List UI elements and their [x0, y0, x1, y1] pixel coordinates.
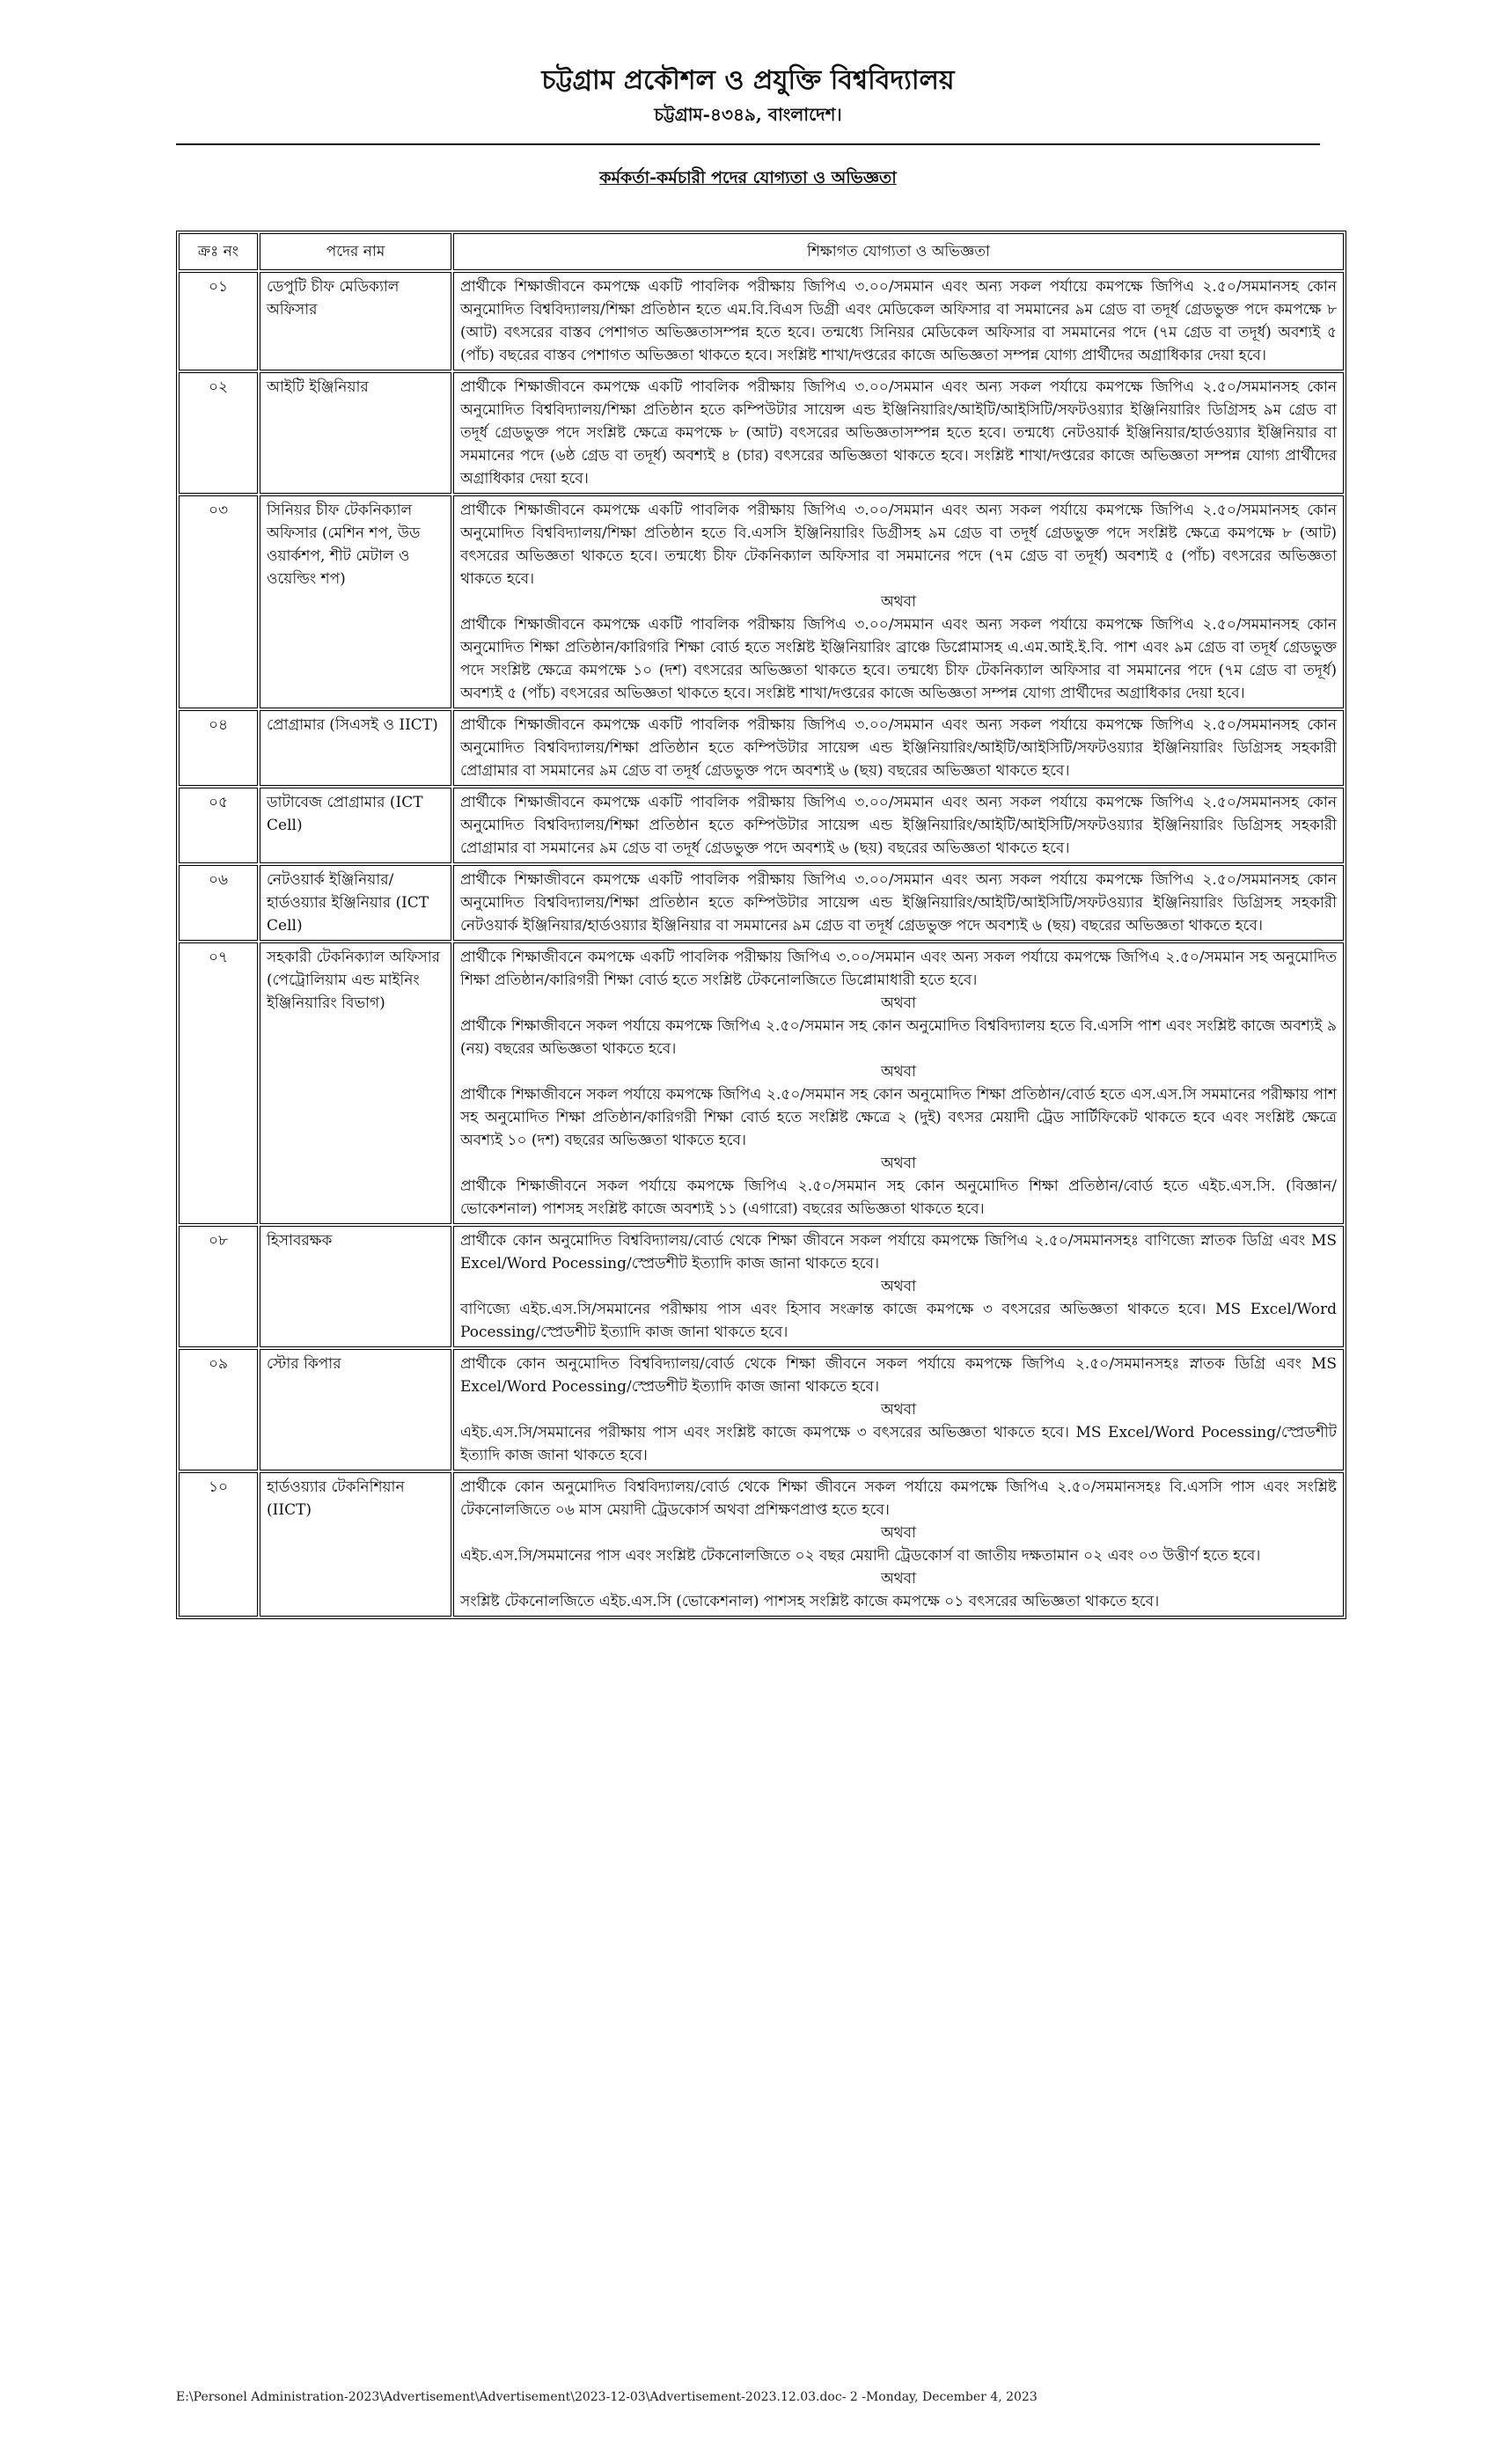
or-separator: অথবা — [880, 1278, 917, 1295]
serial-cell: ০৩ — [179, 495, 258, 708]
table-row — [179, 1226, 1344, 1347]
table-row — [179, 1472, 1344, 1617]
or-separator: অথবা — [880, 1063, 917, 1081]
post-name-cell: ডেপুটি চীফ মেডিক্যাল অফিসার — [260, 272, 451, 370]
requirement-text: এইচ.এস.সি/সমমানের পরীক্ষায় পাস এবং সংশ্লিষ্ট কাজে কমপক্ষে ৩ বৎসরের অভিজ্ঞতা থাকতে হবে। MS Excel/Word Pocessing/স্প্রেডশীট ইত্যাদি কাজ জানা থাকতে হবে। — [460, 1424, 1337, 1464]
header-divider — [176, 143, 1320, 145]
page-header — [176, 62, 1320, 128]
university-name: চট্টগ্রাম প্রকৌশল ও প্রযুক্তি বিশ্ববিদ্যালয় — [541, 65, 955, 96]
table-row — [179, 272, 1344, 370]
requirement-text: প্রার্থীকে শিক্ষাজীবনে সকল পর্যায়ে কমপক্ষে জিপিএ ২.৫০/সমমান সহ কোন অনুমোদিত শিক্ষা প্রতিষ্ঠান/বোর্ড হতে এস.এস.সি সমমানের পরীক্ষায় পাশ সহ অনুমোদিত শিক্ষা প্রতিষ্ঠান/কারিগরী শিক্ষা বোর্ড হতে সংশ্লিষ্ট ক্ষেত্রে ২ (দুই) বৎসর মেয়াদী ট্রেড সার্টিফিকেট থাকতে হবে এবং সংশ্লিষ্ট ক্ষেত্রে অবশ্যই ১০ (দশ) বছরের অভিজ্ঞতা থাকতে হবে। — [460, 1086, 1337, 1149]
table-row — [179, 865, 1344, 941]
post-name-cell: আইটি ইঞ্জিনিয়ার — [260, 372, 451, 494]
requirement-text: প্রার্থীকে শিক্ষাজীবনে কমপক্ষে একটি পাবলিক পরীক্ষায় জিপিএ ৩.০০/সমমান এবং অন্য সকল পর্যায়ে কমপক্ষে জিপিএ ২.৫০/সমমানসহ কোন অনুমোদিত বিশ্ববিদ্যালয়/শিক্ষা প্রতিষ্ঠান হতে এম.বি.বিএস ডিগ্রী এবং মেডিকেল অফিসার বা সমমানের ৯ম গ্রেড বা তদূর্ধ গ্রেডভুক্ত পদে কমপক্ষে ৮ (আট) বৎসরের বাস্তব পেশাগত অভিজ্ঞতাসম্পন্ন হতে হবে। তন্মধ্যে সিনিয়র মেডিকেল অফিসার বা সমমানের পদে (৭ম গ্রেড বা তদূর্ধ) অবশ্যই ৫ (পাঁচ) বছরের বাস্তব পেশাগত অভিজ্ঞতা থাকতে হবে। সংশ্লিষ্ট শাখা/দপ্তরের কাজে অভিজ্ঞতা সম্পন্ন যোগ্য প্রার্থীদের অগ্রাধিকার দেয়া হবে। — [460, 278, 1337, 364]
requirement-text: সংশ্লিষ্ট টেকনোলজিতে এইচ.এস.সি (ভোকেশনাল) পাশসহ সংশ্লিষ্ট কাজে কমপক্ষে ০১ বৎসরের অভিজ্ঞতা থাকতে হবে। — [460, 1593, 1160, 1610]
requirement-text: প্রার্থীকে কোন অনুমোদিত বিশ্ববিদ্যালয়/বোর্ড থেকে শিক্ষা জীবনে সকল পর্যায়ে কমপক্ষে জিপিএ ২.৫০/সমমানসহঃ বাণিজ্যে স্নাতক ডিগ্রি এবং MS Excel/Word Pocessing/স্প্রেডশীট ইত্যাদি কাজ জানা থাকতে হবে। — [460, 1232, 1337, 1272]
serial-cell: ১০ — [179, 1472, 258, 1617]
document-title — [176, 165, 1320, 194]
serial-cell: ০৮ — [179, 1226, 258, 1347]
requirement-text: প্রার্থীকে শিক্ষাজীবনে কমপক্ষে একটি পাবলিক পরীক্ষায় জিপিএ ৩.০০/সমমান এবং অন্য সকল পর্যায়ে কমপক্ষে জিপিএ ২.৫০/সমমানসহ কোন অনুমোদিত বিশ্ববিদ্যালয়/শিক্ষা প্রতিষ্ঠান হতে বি.এসসি ইঞ্জিনিয়ারিং ডিগ্রীসহ ৯ম গ্রেড বা তদূর্ধ গ্রেডভুক্ত পদে সংশ্লিষ্ট ক্ষেত্রে কমপক্ষে ৮ (আট) বৎসরের অভিজ্ঞতা থাকতে হবে। তন্মধ্যে চীফ টেকনিক্যাল অফিসার বা সমমানের পদে (৭ম গ্রেড বা তদূর্ধ) অবশ্যই ৫ (পাঁচ) বৎসরের অভিজ্ঞতা থাকতে হবে। — [460, 502, 1337, 588]
qualification-cell — [453, 1472, 1344, 1617]
qualification-cell — [453, 865, 1344, 941]
post-name-cell: প্রোগ্রামার (সিএসই ও IICT) — [260, 710, 451, 786]
post-name-cell: স্টোর কিপার — [260, 1349, 451, 1470]
requirement-text: প্রার্থীকে শিক্ষাজীবনে কমপক্ষে একটি পাবলিক পরীক্ষায় জিপিএ ৩.০০/সমমান এবং অন্য সকল পর্যায়ে কমপক্ষে জিপিএ ২.৫০/সমমান সহ অনুমোদিত শিক্ষা প্রতিষ্ঠান/কারিগরী শিক্ষা বোর্ড হতে সংশ্লিষ্ট টেকনোলজিতে ডিপ্লোমাধারী হতে হবে। — [460, 949, 1337, 989]
qualification-cell — [453, 710, 1344, 786]
table-row — [179, 942, 1344, 1224]
header-serial: ক্রঃ নং — [179, 233, 258, 270]
requirement-text: প্রার্থীকে শিক্ষাজীবনে কমপক্ষে একটি পাবলিক পরীক্ষায় জিপিএ ৩.০০/সমমান এবং অন্য সকল পর্যায়ে কমপক্ষে জিপিএ ২.৫০/সমমানসহ কোন অনুমোদিত শিক্ষা প্রতিষ্ঠান/কারিগরি শিক্ষা বোর্ড হতে সংশ্লিষ্ট ইঞ্জিনিয়ারিং ব্রাঞ্চে ডিপ্লোমাসহ এ.এম.আই.ই.বি. পাশ এবং ৯ম গ্রেড বা তদূর্ধ গ্রেডভুক্ত পদে সংশ্লিষ্ট ক্ষেত্রে কমপক্ষে ১০ (দশ) বৎসরের অভিজ্ঞতা থাকতে হবে। তন্মধ্যে চীফ টেকনিক্যাল অফিসার বা সমমানের পদে (৭ম গ্রেড বা তদূর্ধ) অবশ্যই ৫ (পাঁচ) বৎসরের অভিজ্ঞতা থাকতে হবে। সংশ্লিষ্ট শাখা/দপ্তরের কাজে অভিজ্ঞতা সম্পন্ন যোগ্য প্রার্থীদের অগ্রাধিকার দেয়া হবে। — [460, 616, 1337, 702]
qualification-table — [176, 231, 1346, 1619]
post-name-cell: হিসাবরক্ষক — [260, 1226, 451, 1347]
university-address: চট্টগ্রাম-৪৩৪৯, বাংলাদেশ। — [654, 104, 842, 125]
table-header-row — [179, 233, 1344, 270]
table-row — [179, 495, 1344, 708]
table-body — [179, 272, 1344, 1617]
requirement-text: প্রার্থীকে শিক্ষাজীবনে কমপক্ষে একটি পাবলিক পরীক্ষায় জিপিএ ৩.০০/সমমান এবং অন্য সকল পর্যায়ে কমপক্ষে জিপিএ ২.৫০/সমমানসহ কোন অনুমোদিত বিশ্ববিদ্যালয়/শিক্ষা প্রতিষ্ঠান হতে কম্পিউটার সায়েন্স এন্ড ইঞ্জিনিয়ারিং/আইটি/আইসিটি/সফটওয়্যার ইঞ্জিনিয়ারিং ডিগ্রিসহ সহকারী নেটওয়ার্ক ইঞ্জিনিয়ার/হার্ডওয়্যার ইঞ্জিনিয়ার বা সমমানের ৯ম গ্রেড বা তদূর্ধ গ্রেডভুক্ত পদে অবশ্যই ৬ (ছয়) বছরের অভিজ্ঞতা থাকতে হবে। — [460, 871, 1337, 935]
post-name-cell: নেটওয়ার্ক ইঞ্জিনিয়ার/ হার্ডওয়্যার ইঞ্জিনিয়ার (ICT Cell) — [260, 865, 451, 941]
requirement-text: প্রার্থীকে শিক্ষাজীবনে সকল পর্যায়ে কমপক্ষে জিপিএ ২.৫০/সমমান সহ কোন অনুমোদিত শিক্ষা প্রতিষ্ঠান/বোর্ড হতে এইচ.এস.সি. (বিজ্ঞান/ভোকেশনাল) পাশসহ সংশ্লিষ্ট কাজে অবশ্যই ১১ (এগারো) বছরের অভিজ্ঞতা থাকতে হবে। — [460, 1177, 1337, 1218]
or-separator: অথবা — [880, 1570, 917, 1588]
requirement-text: প্রার্থীকে শিক্ষাজীবনে কমপক্ষে একটি পাবলিক পরীক্ষায় জিপিএ ৩.০০/সমমান এবং অন্য সকল পর্যায়ে কমপক্ষে জিপিএ ২.৫০/সমমানসহ কোন অনুমোদিত বিশ্ববিদ্যালয়/শিক্ষা প্রতিষ্ঠান হতে কম্পিউটার সায়েন্স এন্ড ইঞ্জিনিয়ারিং/আইটি/আইসিটি/সফটওয়্যার ইঞ্জিনিয়ারিং ডিগ্রিসহ সহকারী প্রোগ্রামার বা সমমানের ৯ম গ্রেড বা তদূর্ধ গ্রেডভুক্ত পদে অবশ্যই ৬ (ছয়) বছরের অভিজ্ঞতা থাকতে হবে। — [460, 794, 1337, 857]
or-separator: অথবা — [880, 1155, 917, 1172]
post-name-cell: হার্ডওয়্যার টেকনিশিয়ান (IICT) — [260, 1472, 451, 1617]
file-path-footer: E:\Personel Administration-2023\Advertisement\Advertisement\2023-12-03\Advertisement-2023.12.03.doc- 2 -Monday, December 4, 2023 — [176, 2390, 1038, 2404]
or-separator: অথবা — [880, 593, 917, 611]
post-name-cell: সহকারী টেকনিক্যাল অফিসার (পেট্রোলিয়াম এন্ড মাইনিং ইঞ্জিনিয়ারিং বিভাগ) — [260, 942, 451, 1224]
or-separator: অথবা — [880, 1401, 917, 1419]
requirement-text: প্রার্থীকে কোন অনুমোদিত বিশ্ববিদ্যালয়/বোর্ড থেকে শিক্ষা জীবনে সকল পর্যায়ে কমপক্ষে জিপিএ ২.৫০/সমমানসহঃ বি.এসসি পাস এবং সংশ্লিষ্ট টেকনোলজিতে ০৬ মাস মেয়াদী ট্রেডকোর্স অথবা প্রশিক্ষণপ্রাপ্ত হতে হবে। — [460, 1478, 1337, 1519]
qualification-cell — [453, 495, 1344, 708]
serial-cell: ০৬ — [179, 865, 258, 941]
requirement-text: প্রার্থীকে শিক্ষাজীবনে কমপক্ষে একটি পাবলিক পরীক্ষায় জিপিএ ৩.০০/সমমান এবং অন্য সকল পর্যায়ে কমপক্ষে জিপিএ ২.৫০/সমমানসহ কোন অনুমোদিত বিশ্ববিদ্যালয়/শিক্ষা প্রতিষ্ঠান হতে কম্পিউটার সায়েন্স এন্ড ইঞ্জিনিয়ারিং/আইটি/আইসিটি/সফটওয়্যার ইঞ্জিনিয়ারিং ডিগ্রিসহ সহকারী প্রোগ্রামার বা সমমানের ৯ম গ্রেড বা তদূর্ধ গ্রেডভুক্ত পদে অবশ্যই ৬ (ছয়) বছরের অভিজ্ঞতা থাকতে হবে। — [460, 716, 1337, 780]
table-row — [179, 1349, 1344, 1470]
serial-cell: ০৭ — [179, 942, 258, 1224]
or-separator: অথবা — [880, 994, 917, 1012]
serial-cell: ০৪ — [179, 710, 258, 786]
header-post-name: পদের নাম — [260, 233, 451, 270]
qualification-cell — [453, 1349, 1344, 1470]
serial-cell: ০২ — [179, 372, 258, 494]
requirement-text: এইচ.এস.সি/সমমানের পাস এবং সংশ্লিষ্ট টেকনোলজিতে ০২ বছর মেয়াদী ট্রেডকোর্স বা জাতীয় দক্ষতামান ০২ এবং ০৩ উত্তীর্ণ হতে হবে। — [460, 1547, 1261, 1565]
serial-cell: ০১ — [179, 272, 258, 370]
qualification-cell — [453, 372, 1344, 494]
document-title-text: কর্মকর্তা-কর্মচারী পদের যোগ্যতা ও অভিজ্ঞতা — [599, 168, 897, 187]
qualification-cell — [453, 788, 1344, 863]
qualification-cell — [453, 272, 1344, 370]
header-qualification: শিক্ষাগত যোগ্যতা ও অভিজ্ঞতা — [453, 233, 1344, 270]
qualification-cell — [453, 942, 1344, 1224]
requirement-text: প্রার্থীকে শিক্ষাজীবনে সকল পর্যায়ে কমপক্ষে জিপিএ ২.৫০/সমমান সহ কোন অনুমোদিত বিশ্ববিদ্যালয় হতে বি.এসসি পাশ এবং সংশ্লিষ্ট কাজে অবশ্যই ৯ (নয়) বছরের অভিজ্ঞতা থাকতে হবে। — [460, 1017, 1337, 1058]
serial-cell: ০৫ — [179, 788, 258, 863]
requirement-text: প্রার্থীকে শিক্ষাজীবনে কমপক্ষে একটি পাবলিক পরীক্ষায় জিপিএ ৩.০০/সমমান এবং অন্য সকল পর্যায়ে কমপক্ষে জিপিএ ২.৫০/সমমানসহ কোন অনুমোদিত বিশ্ববিদ্যালয়/শিক্ষা প্রতিষ্ঠান হতে কম্পিউটার সায়েন্স এন্ড ইঞ্জিনিয়ারিং/আইটি/আইসিটি/সফটওয়্যার ইঞ্জিনিয়ারিং ডিগ্রিসহ ৯ম গ্রেড বা তদূর্ধ গ্রেডভুক্ত পদে সংশ্লিষ্ট ক্ষেত্রে কমপক্ষে ৮ (আট) বৎসরের অভিজ্ঞতাসম্পন্ন হতে হবে। তন্মধ্যে নেটওয়ার্ক ইঞ্জিনিয়ার/হার্ডওয়্যার ইঞ্জিনিয়ার বা সমমানের পদে (৬ষ্ঠ গ্রেড বা তদূর্ধ) অবশ্যই ৪ (চার) বৎসরের অভিজ্ঞতা থাকতে হবে। সংশ্লিষ্ট শাখা/দপ্তরের কাজে অভিজ্ঞতা সম্পন্ন যোগ্য প্রার্থীদের অগ্রাধিকার দেয়া হবে। — [460, 378, 1337, 488]
table-row — [179, 710, 1344, 786]
serial-cell: ০৯ — [179, 1349, 258, 1470]
table-row — [179, 372, 1344, 494]
table-row — [179, 788, 1344, 863]
requirement-text: প্রার্থীকে কোন অনুমোদিত বিশ্ববিদ্যালয়/বোর্ড থেকে শিক্ষা জীবনে সকল পর্যায়ে কমপক্ষে জিপিএ ২.৫০/সমমানসহঃ স্নাতক ডিগ্রি এবং MS Excel/Word Pocessing/স্প্রেডশীট ইত্যাদি কাজ জানা থাকতে হবে। — [460, 1355, 1337, 1396]
qualification-cell — [453, 1226, 1344, 1347]
or-separator: অথবা — [880, 1524, 917, 1542]
post-name-cell: সিনিয়র চীফ টেকনিক্যাল অফিসার (মেশিন শপ, উড ওয়ার্কশপ, শীট মেটাল ও ওয়েল্ডিং শপ) — [260, 495, 451, 708]
post-name-cell: ডাটাবেজ প্রোগ্রামার (ICT Cell) — [260, 788, 451, 863]
requirement-text: বাণিজ্যে এইচ.এস.সি/সমমানের পরীক্ষায় পাস এবং হিসাব সংক্রান্ত কাজে কমপক্ষে ৩ বৎসরের অভিজ্ঞতা থাকতে হবে। MS Excel/Word Pocessing/স্প্রেডশীট ইত্যাদি কাজ জানা থাকতে হবে। — [460, 1301, 1337, 1341]
